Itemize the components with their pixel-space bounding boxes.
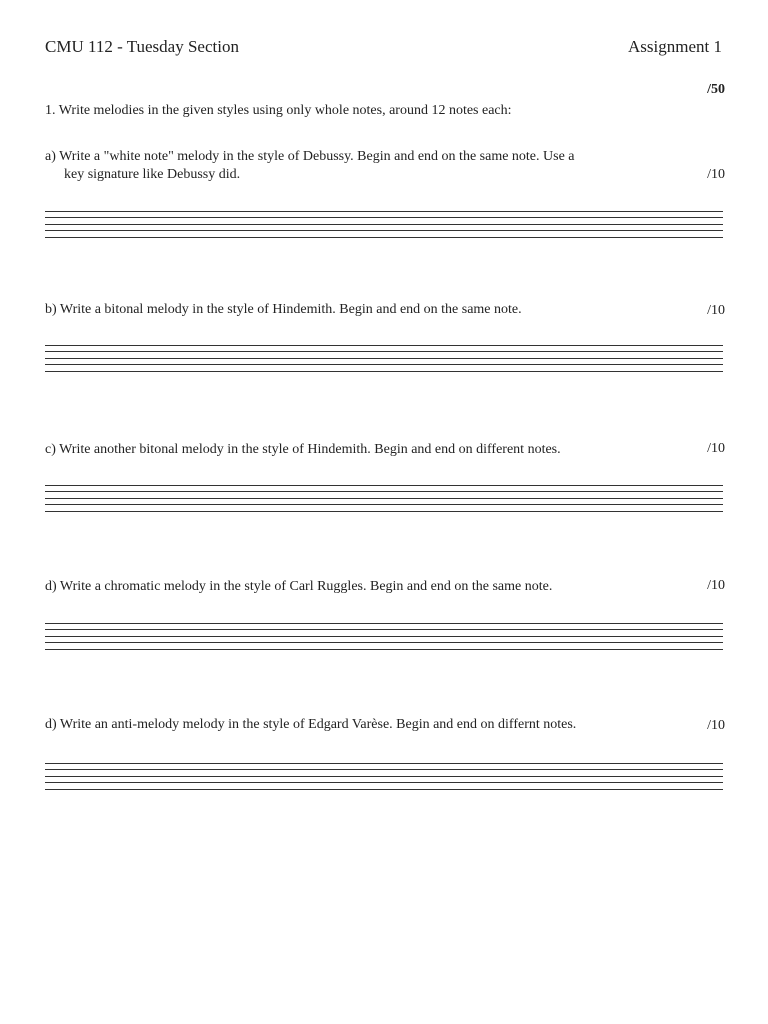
question-a-text [45,148,575,184]
question-a-score: /10 [707,167,725,182]
question-a-line1: a) Write a "white note" melody in the style of Debussy. Begin and end on the same note. Use a [45,149,575,164]
staff-line [45,345,723,346]
staff-line [45,636,723,637]
staff-a[interactable] [45,211,723,238]
question-d1-text: d) Write a chromatic melody in the style of Carl Ruggles. Begin and end on the same note. [45,579,553,594]
total-score: /50 [707,82,725,97]
intro-instructions: 1. Write melodies in the given styles using only whole notes, around 12 notes each: [45,103,512,118]
staff-line [45,782,723,783]
staff-line [45,211,723,212]
staff-line [45,364,723,365]
question-d1-score: /10 [707,578,725,593]
staff-line [45,511,723,512]
staff-line [45,237,723,238]
staff-d1[interactable] [45,623,723,650]
staff-line [45,230,723,231]
staff-line [45,504,723,505]
staff-line [45,217,723,218]
staff-line [45,623,723,624]
staff-b[interactable] [45,345,723,372]
staff-line [45,491,723,492]
question-b-text: b) Write a bitonal melody in the style of Hindemith. Begin and end on the same note. [45,302,522,317]
assignment-title: Assignment 1 [628,37,722,56]
staff-line [45,776,723,777]
staff-line [45,485,723,486]
staff-line [45,371,723,372]
staff-line [45,649,723,650]
question-d2-score: /10 [707,718,725,733]
staff-d2[interactable] [45,763,723,790]
course-title: CMU 112 - Tuesday Section [45,37,239,56]
staff-line [45,358,723,359]
staff-line [45,224,723,225]
staff-line [45,629,723,630]
staff-line [45,769,723,770]
staff-c[interactable] [45,485,723,512]
question-d2-text: d) Write an anti-melody melody in the style of Edgard Varèse. Begin and end on differnt notes. [45,717,577,732]
question-b-score: /10 [707,303,725,318]
staff-line [45,498,723,499]
staff-line [45,789,723,790]
staff-line [45,763,723,764]
staff-line [45,642,723,643]
question-c-score: /10 [707,441,725,456]
question-c-text: c) Write another bitonal melody in the style of Hindemith. Begin and end on different notes. [45,442,561,457]
question-a-line2: key signature like Debussy did. [64,167,241,182]
staff-line [45,351,723,352]
